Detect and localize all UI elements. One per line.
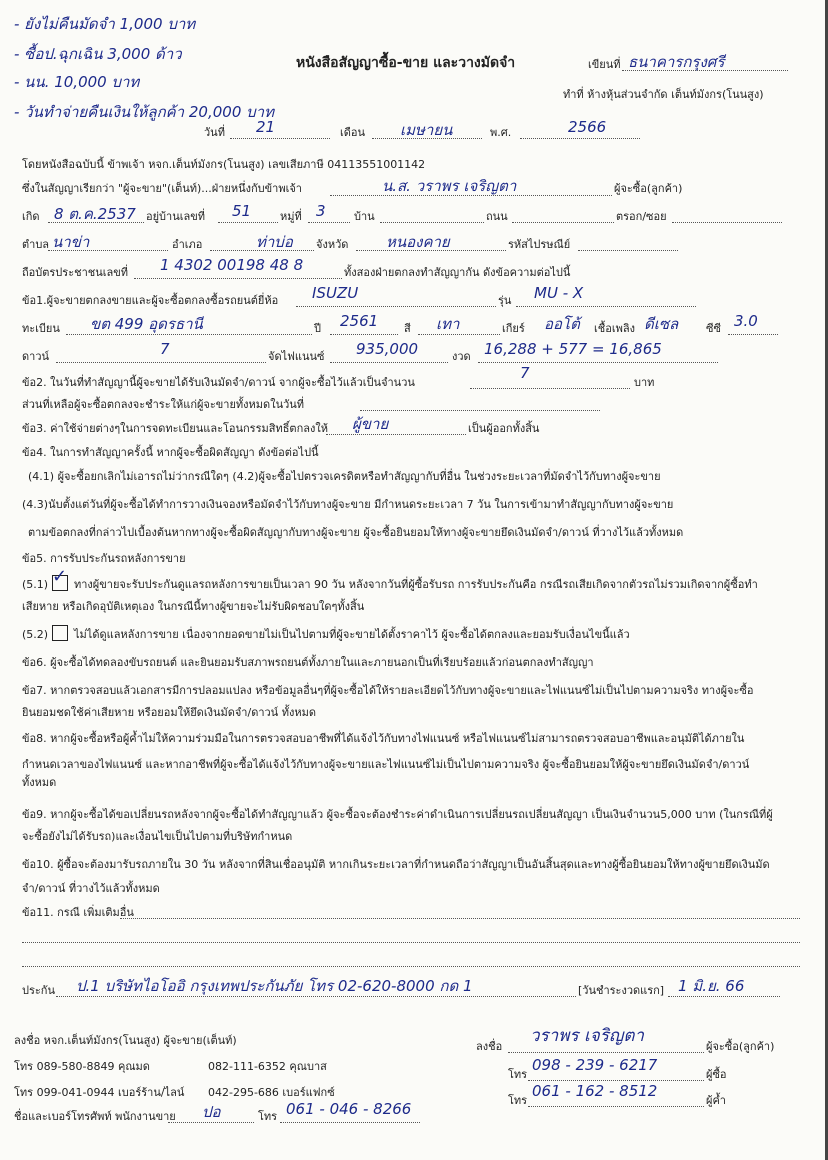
clause-5: ข้อ5. การรับประกันรถหลังการขาย [22, 552, 186, 565]
buyer-tel-suffix: ผู้ซื้อ [706, 1068, 727, 1081]
tel-1b: 082-111-6352 คุณบาส [208, 1060, 327, 1073]
buyer-tel-label: โทร [508, 1068, 528, 1081]
clause-5-2: ไม่ได้ดูแลหลังการขาย เนื่องจากยอดขายไม่เป็นไปตามที่ผู้จะขายได้ตั้งราคาไว้ ผู้จะซื้อได้ตกลงและยอมรับเงื่อนไขนี้แล้ว [74, 628, 630, 641]
first-pay-label: [วันชำระงวดแรก] [578, 984, 665, 997]
brand-value: ISUZU [312, 284, 359, 302]
buyer-tel: 098 - 239 - 6217 [532, 1056, 658, 1074]
staff-tel-label: โทร [258, 1110, 278, 1123]
buyer-suffix: ผู้จะซื้อ(ลูกค้า) [614, 182, 683, 195]
guar-tel-suffix: ผู้ค้ำ [706, 1094, 726, 1107]
seller-label: ซึ่งในสัญญาเรียกว่า "ผู้จะขาย"(เต็นท์)...ฝ่ายหนึ่งกับข้าพเจ้า [22, 182, 302, 195]
clause-3a: ข้อ3. ค่าใช้จ่ายต่างๆในการจดทะเบียนและโอนกรรมสิทธิ์ตกลงให้ [22, 422, 328, 435]
clause-2a: ข้อ2. ในวันที่ทำสัญญานี้ผู้จะขายได้รับเงินมัดจำ/ดาวน์ จากผู้จะซื้อไว้แล้วเป็นจำนวน [22, 376, 415, 389]
buyer-name: น.ส. วราพร เจริญตา [382, 177, 517, 195]
subdistrict-value: นาข่า [52, 233, 90, 251]
finance-label: จัดไฟแนนซ์ [268, 350, 325, 363]
plate-value: ขต 499 อุดรธานี [90, 315, 203, 333]
id-label: ถือบัตรประชาชนเลขที่ [22, 266, 128, 279]
buyer-sign-label: ลงชื่อ [476, 1040, 503, 1053]
down-label: ดาวน์ [22, 350, 50, 363]
plate-label: ทะเบียน [22, 322, 60, 335]
place-label: ทำที่ ห้างหุ้นส่วนจำกัด เต็นท์มังกร(โนนสูง) [563, 88, 764, 101]
note-line-4: - วันทำจ่ายคืนเงินให้ลูกค้า 20,000 บาท [14, 103, 274, 121]
fuel-value: ดีเซล [644, 315, 679, 333]
clause-2b: ส่วนที่เหลือผู้จะซื้อตกลงจะชำระให้แก่ผู้จะขายทั้งหมดในวันที่ [22, 398, 305, 411]
gear-label: เกียร์ [502, 322, 525, 335]
month-value: เมษายน [400, 121, 453, 139]
checkmark-icon: ✓ [52, 566, 68, 587]
buyer-signature: วราพร เจริญตา [530, 1026, 644, 1046]
clause-3-who: ผู้ขาย [352, 415, 389, 433]
first-pay-value: 1 มิ.ย. 66 [678, 977, 745, 995]
warranty-checkbox-none[interactable] [52, 625, 68, 641]
vehicle-year-value: 2561 [340, 312, 379, 330]
vehicle-year-label: ปี [314, 322, 321, 335]
clause-3b: เป็นผู้ออกทั้งสิ้น [468, 422, 540, 435]
insurance-label: ประกัน [22, 984, 55, 997]
tel-2b: 042-295-686 เบอร์แฟกซ์ [208, 1086, 335, 1099]
staff-name: ปอ [202, 1103, 221, 1121]
moo-value: 3 [316, 202, 326, 220]
clause-8a: ข้อ8. หากผู้จะซื้อหรือผู้ค้ำไม่ให้ความร่วมมือในการตรวจสอบอาชีพที่ได้แจ้งไว้กับทางไฟแนนซ์ หรือไฟแนนซ์ไม่สามารถตรวจสอบอาชีพและอนุมัติได้ภายใน [22, 732, 745, 745]
seller-sign-label: ลงชื่อ หจก.เต็นท์มังกร(โนนสูง) ผู้จะขาย(เต็นท์) [14, 1034, 237, 1047]
clause-7b: ยินยอมชดใช้ค่าเสียหาย หรือยอมให้ยึดเงินมัดจำ/ดาวน์ ทั้งหมด [22, 706, 316, 719]
note-line-2: - ซื้อป.ฉุกเฉิน 3,000 ด้าว [14, 45, 182, 63]
village-label: บ้าน [354, 210, 375, 223]
house-label: อยู่บ้านเลขที่ [146, 210, 206, 223]
tel-2: โทร 099-041-0944 เบอร์ร้าน/ไลน์ [14, 1086, 185, 1099]
province-value: หนองคาย [386, 233, 450, 251]
clause-4-1: (4.1) ผู้จะซื้อยกเลิกไม่เอารถไม่ว่ากรณีใดๆ (4.2)ผู้จะซื้อไปตรวจเครดิตหรือทำสัญญากับที่อื่น ในช่วงระยะเวลาที่มัดจำไว้กับทางผู้จะขาย [28, 470, 661, 483]
written-at-value: ธนาคารกรุงศรี [628, 53, 725, 71]
note-line-1: - ยังไม่คืนมัดจำ 1,000 บาท [14, 15, 196, 33]
note-line-3: - นน. 10,000 บาท [14, 73, 140, 91]
clause-1-label: ข้อ1.ผู้จะขายตกลงขายและผู้จะซื้อตกลงซื้อรถยนต์ยี่ห้อ [22, 294, 279, 307]
clause-9a: ข้อ9. หากผู้จะซื้อได้ขอเปลี่ยนรถหลังจากผู้จะซื้อได้ทำสัญญาแล้ว ผู้จะซื้อจะต้องชำระค่าดำเนินการเปลี่ยนรถเปลี่ยนสัญญา เป็นเงินจำนวน5,000 บาท (ในกรณีที่ผู้ [22, 808, 773, 821]
install-label: งวด [452, 350, 471, 363]
alley-label: ตรอก/ซอย [616, 210, 667, 223]
day-label: วันที่ [204, 126, 225, 139]
clause-2-amount: 7 [520, 364, 530, 382]
down-value: 7 [160, 340, 170, 358]
insurance-value: ป.1 บริษัทไอโออิ กรุงเทพประกันภัย โทร 02-620-8000 กด 1 [76, 977, 473, 995]
district-label: อำเภอ [172, 238, 203, 251]
guar-tel: 061 - 162 - 8512 [532, 1082, 658, 1100]
clause-11: ข้อ11. กรณี เพิ่มเติมอื่น [22, 906, 134, 919]
clause-5-1a: ทางผู้ขายจะรับประกันดูแลรถหลังการขายเป็นเวลา 90 วัน หลังจากวันที่ผู้ซื้อรับรถ การรับประกันคือ กรณีรถเสียเกิดจากตัวรถไม่รวมเกิดจากผู้ซื้อทำ [74, 578, 758, 591]
model-label: รุ่น [498, 294, 512, 307]
clause-6: ข้อ6. ผู้จะซื้อได้ทดลองขับรถยนต์ และยินยอมรับสภาพรถยนต์ทั้งภายในและภายนอกเป็นที่เรียบร้อยแล้วก่อนตกลงทำสัญญา [22, 656, 594, 669]
road-label: ถนน [486, 210, 508, 223]
finance-value: 935,000 [356, 340, 419, 358]
document-title: หนังสือสัญญาซื้อ-ขาย และวางมัดจำ [296, 55, 516, 71]
province-label: จังหวัด [316, 238, 349, 251]
clause-7a: ข้อ7. หากตรวจสอบแล้วเอกสารมีการปลอมแปลง หรือข้อมูลอื่นๆที่ผู้จะซื้อได้ให้รายละเอียดไว้กับทางผู้จะขายและไฟแนนซ์ไม่เป็นไปตามความจริง ทางผู้จะซื้อ [22, 684, 754, 697]
intro-line: โดยหนังสือฉบับนี้ ข้าพเจ้า หจก.เต็นท์มังกร(โนนสูง) เลขเสียภาษี 04113551001142 [22, 158, 426, 171]
clause-4-3b: ตามข้อตกลงที่กล่าวไปเบื้องต้นหากทางผู้จะซื้อผิดสัญญากับทางผู้จะขาย ผู้จะซื้อยินยอมให้ทางผู้จะขายยึดเงินมัดจำ/ดาวน์ ที่วางไว้แล้วทั้งหมด [28, 526, 684, 539]
born-value: 8 ต.ค.2537 [54, 205, 136, 223]
tel-1: โทร 089-580-8849 คุณมด [14, 1060, 150, 1073]
cc-value: 3.0 [734, 312, 758, 330]
clause-9b: จะซื้อยังไม่ได้รับรถ)และเงื่อนไขเป็นไปตามที่บริษัทกำหนด [22, 830, 293, 843]
staff-tel: 061 - 046 - 8266 [286, 1100, 412, 1118]
clause-2-unit: บาท [634, 376, 655, 389]
written-at-label: เขียนที่ [588, 58, 621, 71]
guar-tel-label: โทร [508, 1094, 528, 1107]
clause-10b: จำ/ดาวน์ ที่วางไว้แล้วทั้งหมด [22, 882, 160, 895]
gear-value: ออโต้ [544, 315, 580, 333]
clause-10a: ข้อ10. ผู้ซื้อจะต้องมารับรถภายใน 30 วัน หลังจากที่สินเชื่ออนุมัติ หากเกินระยะเวลาที่กำหนดถือว่าสัญญาเป็นอันสิ้นสุดและทางผู้ซื้อยินยอมให้ทางผู้ขายยึดเงินมัด [22, 858, 770, 871]
clause-4-3a: (4.3)นับตั้งแต่วันที่ผู้จะซื้อได้ทำการวางเงินจองหรือมัดจำไว้กับทางผู้จะขาย มีกำหนดระยะเวลา 7 วัน ในการเข้ามาทำสัญญากับทางผู้จะขาย [22, 498, 674, 511]
id-suffix: ทั้งสองฝ่ายตกลงทำสัญญากัน ดังข้อความต่อไปนี้ [344, 266, 571, 279]
color-value: เทา [436, 315, 460, 333]
year-value: 2566 [568, 118, 607, 136]
day-value: 21 [256, 118, 276, 136]
subdistrict-label: ตำบล [22, 238, 50, 251]
year-label: พ.ศ. [490, 126, 512, 139]
district-value: ท่าบ่อ [256, 233, 293, 251]
postcode-label: รหัสไปรษณีย์ [508, 238, 571, 251]
staff-label: ชื่อและเบอร์โทรศัพท์ พนักงานขาย [14, 1110, 176, 1123]
clause-5-2-num: (5.2) [22, 628, 49, 641]
id-value: 1 4302 00198 48 8 [160, 256, 304, 274]
install-value: 16,288 + 577 = 16,865 [484, 340, 662, 358]
moo-label: หมู่ที่ [280, 210, 302, 223]
clause-8b: กำหนดเวลาของไฟแนนซ์ และหากอาชีพที่ผู้จะซื้อได้แจ้งไว้กับทางผู้จะขายและไฟแนนซ์ไม่เป็นไปตามความจริง ผู้จะซื้อยินยอมให้ผู้จะขายยึดเงินมัดจำ/ดาวน์ [22, 758, 750, 771]
month-label: เดือน [340, 126, 366, 139]
buyer-sign-suffix: ผู้จะซื้อ(ลูกค้า) [706, 1040, 775, 1053]
house-value: 51 [232, 202, 252, 220]
clause-5-1b: เสียหาย หรือเกิดอุบัติเหตุเอง ในกรณีนี้ทางผู้ขายจะไม่รับผิดชอบใดๆทั้งสิ้น [22, 600, 365, 613]
model-value: MU - X [534, 284, 584, 302]
fuel-label: เชื้อเพลิง [594, 322, 635, 335]
cc-label: ซีซี [706, 322, 721, 335]
color-label: สี [404, 322, 411, 335]
clause-8c: ทั้งหมด [22, 776, 57, 789]
born-label: เกิด [22, 210, 40, 223]
clause-5-1-num: (5.1) [22, 578, 49, 591]
clause-4: ข้อ4. ในการทำสัญญาครั้งนี้ หากผู้จะซื้อผิดสัญญา ดังข้อต่อไปนี้ [22, 446, 319, 459]
